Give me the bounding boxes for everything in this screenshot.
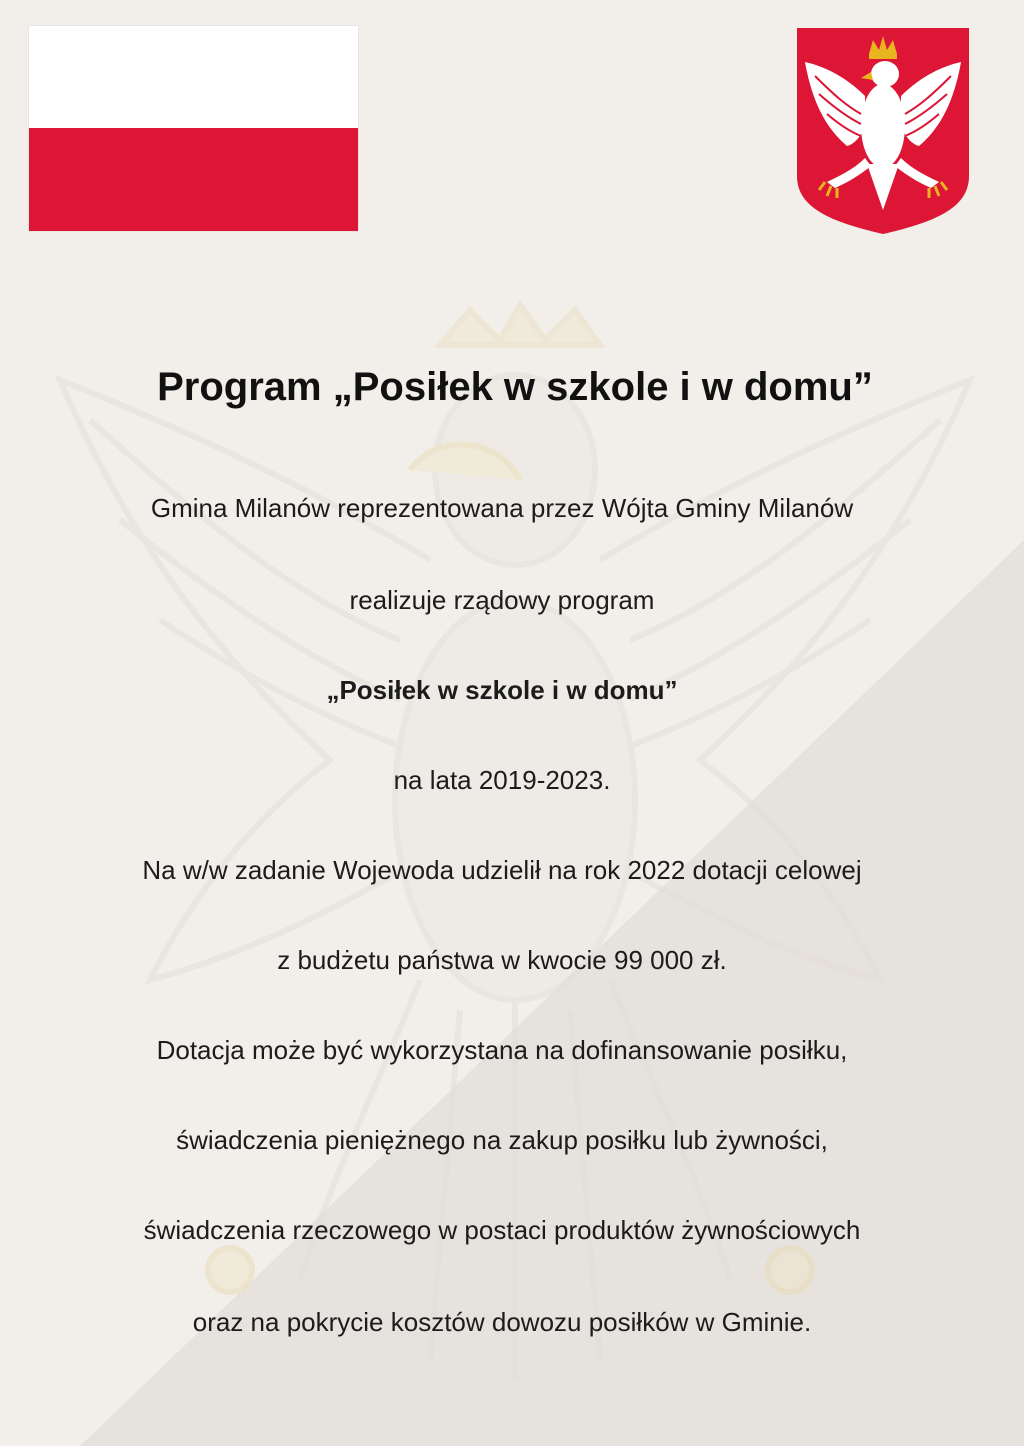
body-line-10: oraz na pokrycie kosztów dowozu posiłków w Gminie. — [192, 1307, 812, 1337]
body-line-8: świadczenia pieniężnego na zakup posiłku lub żywności, — [176, 1125, 828, 1155]
body-line-5: Na w/w zadanie Wojewoda udzielił na rok 2022 dotacji celowej — [142, 855, 862, 885]
page-title: Program „Posiłek w szkole i w domu” — [157, 365, 873, 409]
body-line-1: Gmina Milanów reprezentowana przez Wójta Gminy Milanów — [150, 493, 854, 523]
program-name: „Posiłek w szkole i w domu” — [326, 675, 678, 705]
body-line-2: realizuje rządowy program — [349, 585, 655, 615]
body-line-4: na lata 2019-2023. — [393, 765, 611, 795]
body-line-6: z budżetu państwa w kwocie 99 000 zł. — [277, 945, 727, 975]
body-line-9: świadczenia rzeczowego w postaci produktów żywnościowych — [143, 1215, 861, 1245]
body-line-7: Dotacja może być wykorzystana na dofinansowanie posiłku, — [156, 1035, 848, 1065]
